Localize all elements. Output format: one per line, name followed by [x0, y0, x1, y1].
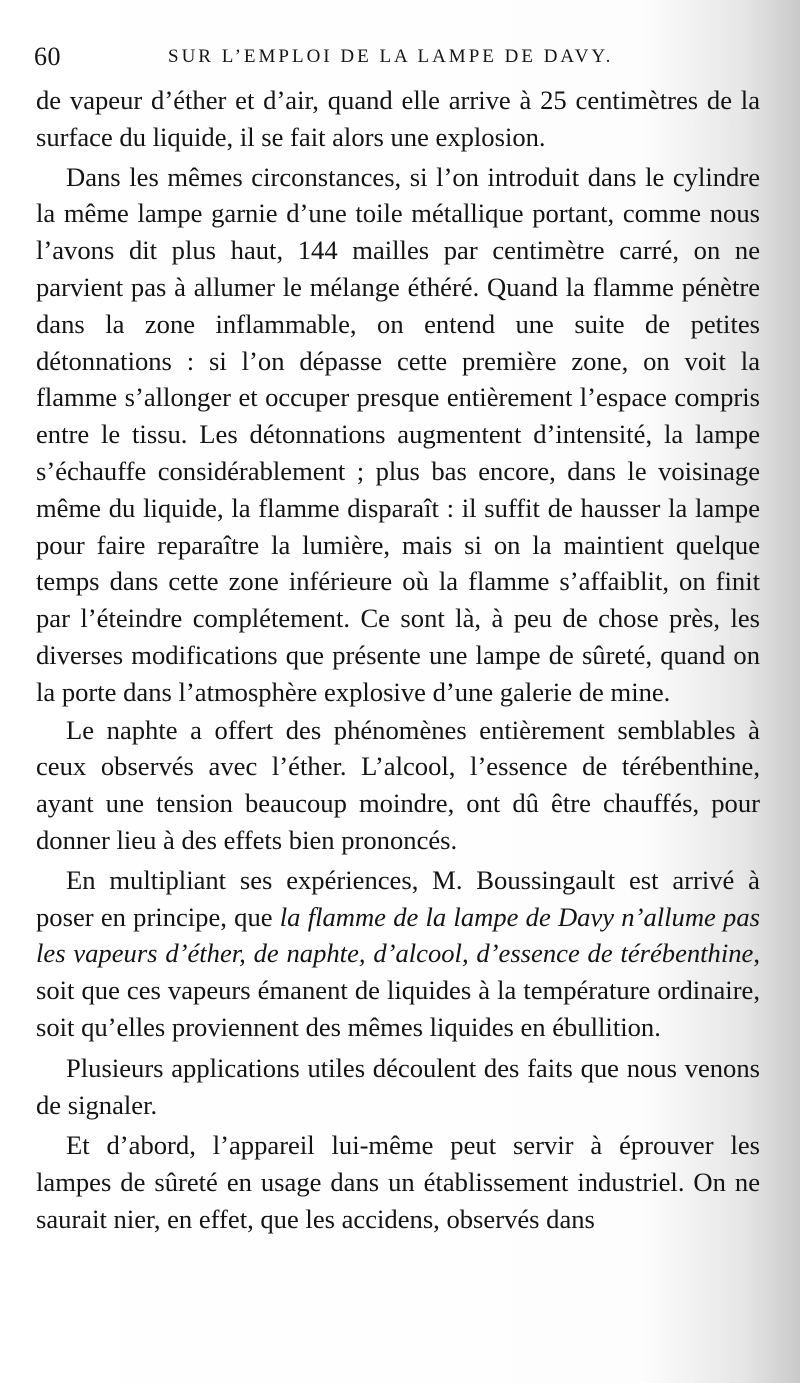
paragraph-continuation: de vapeur d’éther et d’air, quand elle arrive à 25 centimètres de la surface du liquide, il se fait alors une explosion.: [36, 85, 760, 152]
paragraph-principle: [36, 862, 760, 1046]
principle-emphasis: la flamme de la lampe de Davy n’allume pas les vapeurs d’éther, de naphte, d’alcool, d’essence de térébenthine: [36, 901, 760, 969]
paragraph-applications: Plusieurs applications utiles découlent des faits que nous venons de signaler.: [36, 1052, 760, 1120]
principle-conclusion: , soit que ces vapeurs émanent de liquides à la température ordinaire, soit qu’elles proviennent des mêmes liquides en ébullition.: [36, 938, 760, 1042]
page-number: 60: [34, 42, 61, 71]
page-header: [28, 40, 748, 80]
principle-intro: En multipliant ses expériences, M. Boussingault est arrivé à poser en principe, que: [36, 864, 760, 932]
paragraph-naphte: Le naphte a offert des phénomènes entièrement semblables à ceux observés avec l’éther. L’alcool, l’essence de térébenthine, ayant une tension beaucoup moindre, ont dû être chauffés, pour donner lieu à des effets bien prononcés.: [36, 714, 760, 855]
paragraph-lamp-test: Dans les mêmes circonstances, si l’on introduit dans le cylindre la même lampe garnie d’une toile métallique portant, comme nous l’avons dit plus haut, 144 mailles par centimètre carré, on ne parvient pas à allumer le mélange éthéré. Quand la flamme pénètre dans la zone inflammable, on entend une suite de petites détonnations : si l’on dépasse cette première zone, on voit la flamme s’allonger et occuper presque entièrement l’espace compris entre le tissu. Les détonnations augmentent d’intensité, la lampe s’échauffe considérablement ; plus bas encore, dans le voisinage même du liquide, la flamme disparaît : il suffit de hausser la lampe pour faire reparaître la lumière, mais si on la maintient quelque temps dans cette zone inférieure où la flamme s’affaiblit, on finit par l’éteindre complétement. Ce sont là, à peu de chose près, les diverses modifications que présente une lampe de sûreté, quand on la porte dans l’atmosphère explosive d’une galerie de mine.: [36, 161, 760, 707]
running-title: SUR L’EMPLOI DE LA LAMPE DE DAVY.: [168, 46, 614, 67]
paragraph-apparatus: Et d’abord, l’appareil lui-même peut servir à éprouver les lampes de sûreté en usage dans un établissement industriel. On ne saurait nier, en effet, que les accidens, observés dans: [36, 1130, 760, 1234]
body-text: [36, 82, 760, 1238]
